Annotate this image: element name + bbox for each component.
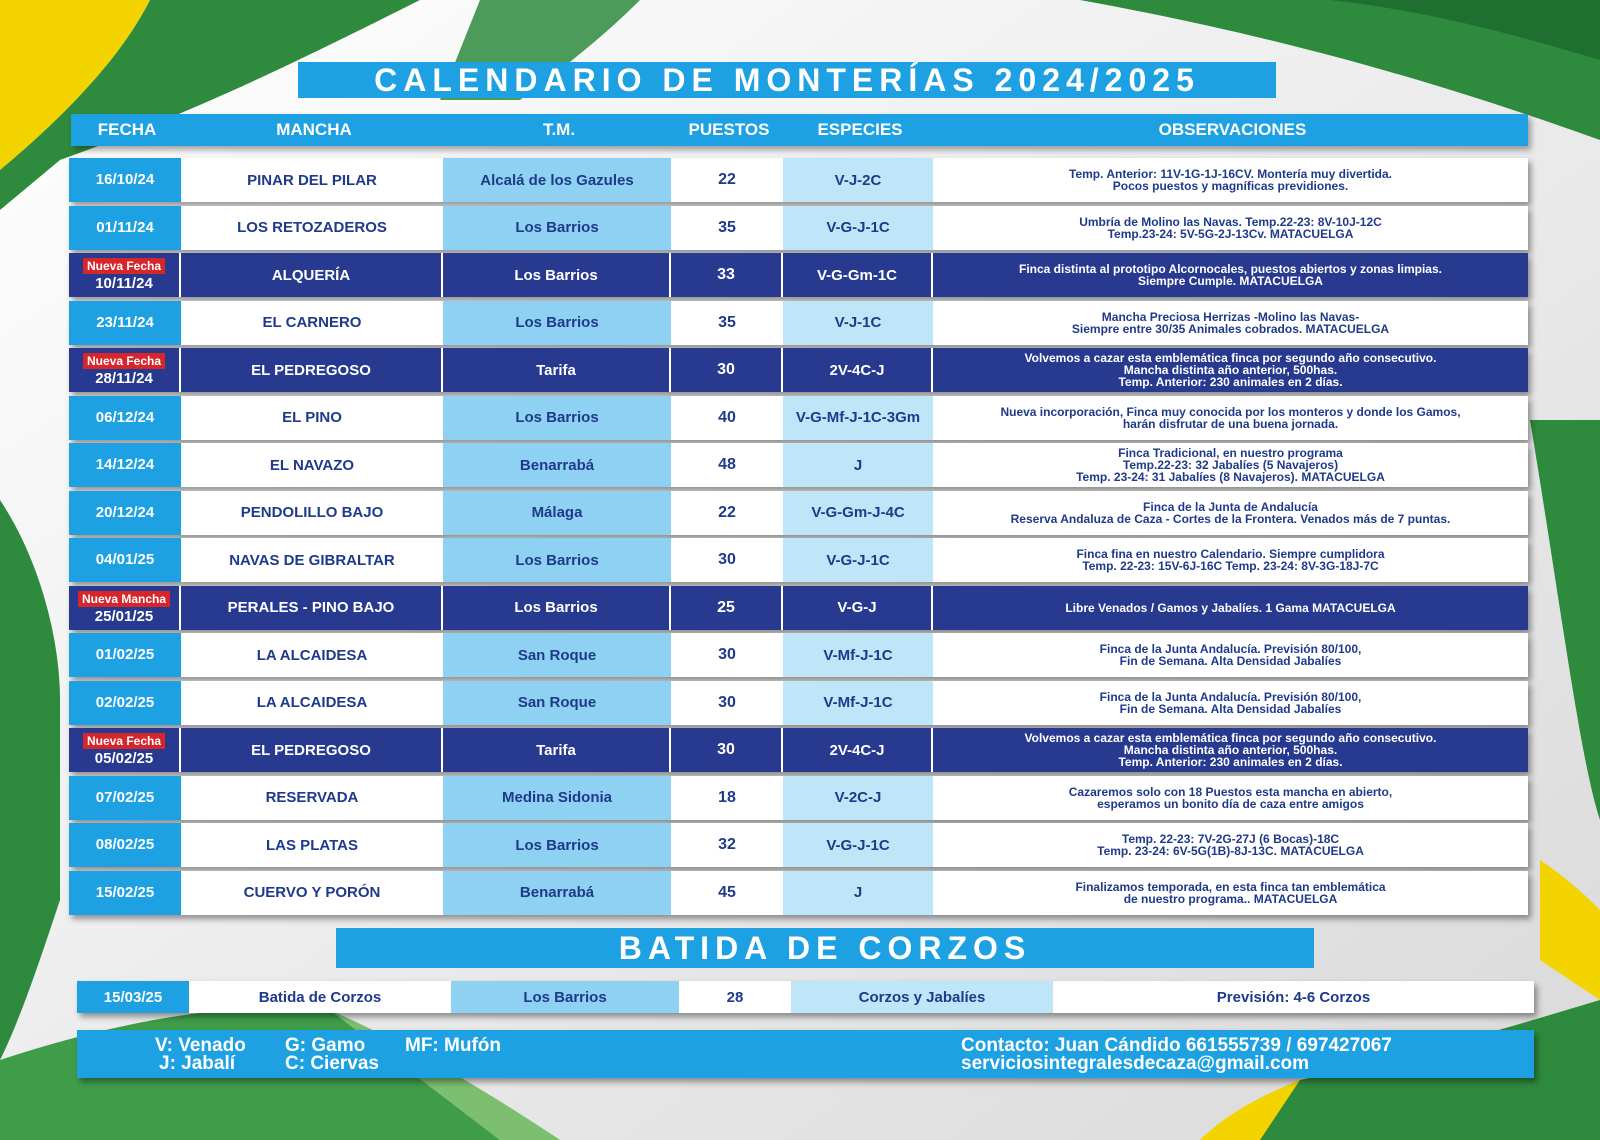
row-fecha-cell [69,158,181,202]
row-tm: Benarrabá [443,443,671,487]
row-mancha: CUERVO Y PORÓN [181,871,443,915]
batida-mancha: Batida de Corzos [189,981,451,1013]
row-mancha: LOS RETOZADEROS [181,206,443,250]
row-especies: 2V-4C-J [783,348,933,392]
row-fecha: 06/12/24 [95,408,155,426]
footer-legend [77,1030,1534,1078]
row-especies: V-G-J-1C [783,823,933,867]
row-fecha: 14/12/24 [95,456,155,473]
row-tm: Tarifa [443,728,671,772]
row-observaciones [933,586,1528,630]
obs-line: Libre Venados / Gamos y Jabalíes. 1 Gama MATACUELGA [1065,600,1396,615]
row-fecha: 04/01/25 [95,551,155,568]
row-fecha-cell [69,681,181,725]
row-tm: San Roque [443,681,671,725]
row-tm: Los Barrios [443,206,671,250]
contact-info: Contacto: Juan Cándido 661555739 / 697427067 [961,1035,1392,1056]
table-row [69,538,1528,582]
row-puestos: 48 [671,443,783,487]
row-mancha: EL PEDREGOSO [181,348,443,392]
row-observaciones [933,871,1528,915]
row-tm: Los Barrios [443,538,671,582]
row-observaciones [933,633,1528,677]
row-puestos: 30 [671,681,783,725]
row-especies: V-G-J [783,586,933,630]
row-mancha: RESERVADA [181,776,443,820]
table-row [69,776,1528,820]
row-fecha-cell [69,538,181,582]
row-tm: Alcalá de los Gazules [443,158,671,202]
row-puestos: 30 [671,728,783,772]
row-especies: 2V-4C-J [783,728,933,772]
row-observaciones [933,728,1528,772]
calendar-table [69,158,1528,918]
row-mancha: EL NAVAZO [181,443,443,487]
row-especies: J [783,443,933,487]
table-row [69,823,1528,867]
table-header [71,114,1528,146]
obs-line: Temp. Anterior: 11V-1G-1J-16CV. Montería muy divertida. [1069,167,1392,181]
row-mancha: EL CARNERO [181,301,443,345]
legend-venado: V: Venado [155,1035,246,1056]
row-fecha: 01/02/25 [95,646,155,663]
new-badge: Nueva Mancha [78,591,170,607]
row-tm: Los Barrios [443,586,671,630]
row-mancha: LAS PLATAS [181,823,443,867]
row-tm: Los Barrios [443,823,671,867]
obs-line: Siempre entre 30/35 Animales cobrados. MATACUELGA [1071,321,1390,336]
row-tm: Málaga [443,491,671,535]
row-fecha: 20/12/24 [95,503,155,521]
obs-line: Finca Tradicional, en nuestro programa [1118,446,1343,460]
row-tm: San Roque [443,633,671,677]
page-title: CALENDARIO DE MONTERÍAS 2024/2025 [298,62,1276,98]
legend-gamo: G: Gamo [285,1035,366,1056]
table-row [69,681,1528,725]
obs-line: Finalizamos temporada, en esta finca tan emblemática [1075,879,1386,894]
row-fecha: 23/11/24 [96,313,154,331]
row-tm: Medina Sidonia [443,776,671,820]
row-especies: V-G-Mf-J-1C-3Gm [783,396,933,440]
row-fecha: 10/11/24 [95,275,153,292]
row-observaciones [933,681,1528,725]
table-row [69,728,1528,772]
row-mancha: ALQUERÍA [181,253,443,297]
row-puestos: 30 [671,633,783,677]
obs-line: Cazaremos solo con 18 Puestos esta mancha en abierto, [1068,784,1393,799]
legend-ciervas: C: Ciervas [285,1053,379,1074]
row-fecha-cell [69,443,181,487]
row-mancha: NAVAS DE GIBRALTAR [181,538,443,582]
row-fecha-cell [69,776,181,820]
obs-line: Temp. 22-23: 15V-6J-16C Temp. 23-24: 8V-3G-18J-7C [1082,559,1379,573]
legend-jabali: J: Jabalí [159,1053,236,1074]
obs-line: Fin de Semana. Alta Densidad Jabalíes [1119,701,1342,716]
obs-line: Temp.22-23: 32 Jabalíes (5 Navajeros) [1122,458,1339,472]
row-fecha: 01/11/24 [96,218,154,236]
table-row [69,871,1528,915]
row-fecha: 16/10/24 [95,171,155,188]
new-badge: Nueva Fecha [83,258,165,274]
header-mancha: MANCHA [276,120,352,139]
row-observaciones [933,253,1528,297]
batida-title: BATIDA DE CORZOS [336,928,1314,968]
table-row [69,301,1528,345]
row-especies: V-Mf-J-1C [783,633,933,677]
row-puestos: 30 [671,538,783,582]
header-puestos: PUESTOS [688,120,770,139]
table-row [69,253,1528,297]
row-observaciones [933,491,1528,535]
row-observaciones [933,396,1528,440]
row-tm: Los Barrios [443,253,671,297]
row-mancha: PERALES - PINO BAJO [181,586,443,630]
header-especies: ESPECIES [817,120,903,139]
row-fecha: 02/02/25 [95,693,155,711]
row-fecha-cell [69,206,181,250]
table-row [69,443,1528,487]
row-tm: Tarifa [443,348,671,392]
table-row [69,586,1528,630]
row-fecha-cell [69,396,181,440]
row-fecha-cell [69,728,181,772]
row-observaciones [933,158,1528,202]
row-fecha: 07/02/25 [95,788,155,806]
row-fecha: 25/01/25 [94,607,154,625]
row-fecha: 05/02/25 [94,750,154,767]
obs-line: Mancha distinta año anterior, 500has. [1123,743,1338,757]
row-fecha-cell [69,871,181,915]
row-puestos: 45 [671,871,783,915]
row-especies: V-Mf-J-1C [783,681,933,725]
row-especies: V-J-1C [783,301,933,345]
obs-line: Mancha distinta año anterior, 500has. [1123,363,1338,377]
row-especies: V-G-Gm-J-4C [783,491,933,535]
row-puestos: 33 [671,253,783,297]
obs-line: Finca distinta al prototipo Alcornocales, puestos abiertos y zonas limpias. [1019,262,1442,276]
table-row [69,491,1528,535]
row-observaciones [933,348,1528,392]
obs-line: Volvemos a cazar esta emblemática finca por segundo año consecutivo. [1024,731,1437,745]
row-observaciones [933,776,1528,820]
row-fecha: 08/02/25 [95,836,155,853]
obs-line: Mancha Preciosa Herrizas -Molino las Navas- [1101,309,1360,324]
header-fecha: FECHA [97,120,157,139]
obs-line: Temp. 22-23: 7V-2G-27J (6 Bocas)-18C [1121,832,1340,846]
row-mancha: LA ALCAIDESA [181,633,443,677]
row-mancha: EL PEDREGOSO [181,728,443,772]
row-especies: V-2C-J [783,776,933,820]
obs-line: Temp. 23-24: 31 Jabalíes (8 Navajeros). MATACUELGA [1076,470,1385,484]
row-puestos: 40 [671,396,783,440]
obs-line: Volvemos a cazar esta emblemática finca por segundo año consecutivo. [1024,351,1437,365]
row-fecha-cell [69,823,181,867]
row-puestos: 30 [671,348,783,392]
obs-line: Finca fina en nuestro Calendario. Siempre cumplidora [1076,547,1385,561]
row-mancha: PENDOLILLO BAJO [181,491,443,535]
row-tm: Benarrabá [443,871,671,915]
batida-row [77,981,1534,1013]
row-puestos: 35 [671,206,783,250]
obs-line: Temp. 23-24: 6V-5G(1B)-8J-13C. MATACUELGA [1097,844,1364,858]
row-puestos: 35 [671,301,783,345]
batida-observaciones: Previsión: 4-6 Corzos [1053,981,1534,1013]
row-puestos: 32 [671,823,783,867]
row-especies: J [783,871,933,915]
row-tm: Los Barrios [443,301,671,345]
row-mancha: LA ALCAIDESA [181,681,443,725]
batida-tm: Los Barrios [451,981,679,1013]
obs-line: Fin de Semana. Alta Densidad Jabalíes [1119,654,1342,668]
obs-line: Finca de la Junta de Andalucía [1143,499,1318,514]
obs-line: Umbría de Molino las Navas. Temp.22-23: 8V-10J-12C [1079,214,1382,229]
obs-line: Finca de la Junta Andalucía. Previsión 80/100, [1099,689,1362,704]
batida-fecha: 15/03/25 [77,981,189,1013]
row-observaciones [933,206,1528,250]
row-puestos: 22 [671,158,783,202]
header-tm: T.M. [542,120,576,139]
row-especies: V-G-J-1C [783,538,933,582]
row-fecha-cell [69,253,181,297]
table-row [69,348,1528,392]
row-fecha-cell [69,633,181,677]
table-row [69,206,1528,250]
table-row [69,396,1528,440]
row-especies: V-G-Gm-1C [783,253,933,297]
row-fecha-cell [69,491,181,535]
table-row [69,158,1528,202]
row-puestos: 25 [671,586,783,630]
batida-puestos: 28 [679,981,791,1013]
row-mancha: PINAR DEL PILAR [181,158,443,202]
row-fecha: 28/11/24 [95,370,153,387]
obs-line: Temp. Anterior: 230 animales en 2 días. [1118,755,1343,769]
obs-line: Temp. Anterior: 230 animales en 2 días. [1118,375,1343,389]
row-fecha-cell [69,301,181,345]
obs-line: Siempre Cumple. MATACUELGA [1138,274,1323,288]
row-observaciones [933,538,1528,582]
contact-email[interactable]: serviciosintegralesdecaza@gmail.com [961,1053,1310,1074]
obs-line: Temp.23-24: 5V-5G-2J-13Cv. MATACUELGA [1107,226,1354,241]
legend-mufon: MF: Mufón [405,1035,502,1056]
new-badge: Nueva Fecha [83,353,165,369]
obs-line: Finca de la Junta Andalucía. Previsión 80/100, [1099,642,1362,656]
row-especies: V-J-2C [783,158,933,202]
obs-line: Reserva Andaluza de Caza - Cortes de la Frontera. Venados más de 7 puntas. [1010,511,1451,526]
row-tm: Los Barrios [443,396,671,440]
row-fecha-cell [69,586,181,630]
obs-line: de nuestro programa.. MATACUELGA [1123,891,1338,906]
table-row [69,633,1528,677]
row-observaciones [933,301,1528,345]
header-observaciones: OBSERVACIONES [1158,120,1307,139]
row-fecha: 15/02/25 [95,883,155,901]
obs-line: Nueva incorporación, Finca muy conocida por los monteros y donde los Gamos, [1000,404,1461,419]
obs-line: harán disfrutar de una buena jornada. [1122,416,1339,431]
row-especies: V-G-J-1C [783,206,933,250]
obs-line: esperamos un bonito día de caza entre amigos [1097,796,1364,811]
row-observaciones [933,443,1528,487]
batida-especies: Corzos y Jabalíes [791,981,1053,1013]
row-observaciones [933,823,1528,867]
row-puestos: 22 [671,491,783,535]
obs-line: Pocos puestos y magníficas previdiones. [1112,179,1349,193]
row-fecha-cell [69,348,181,392]
row-mancha: EL PINO [181,396,443,440]
new-badge: Nueva Fecha [83,733,165,749]
row-puestos: 18 [671,776,783,820]
